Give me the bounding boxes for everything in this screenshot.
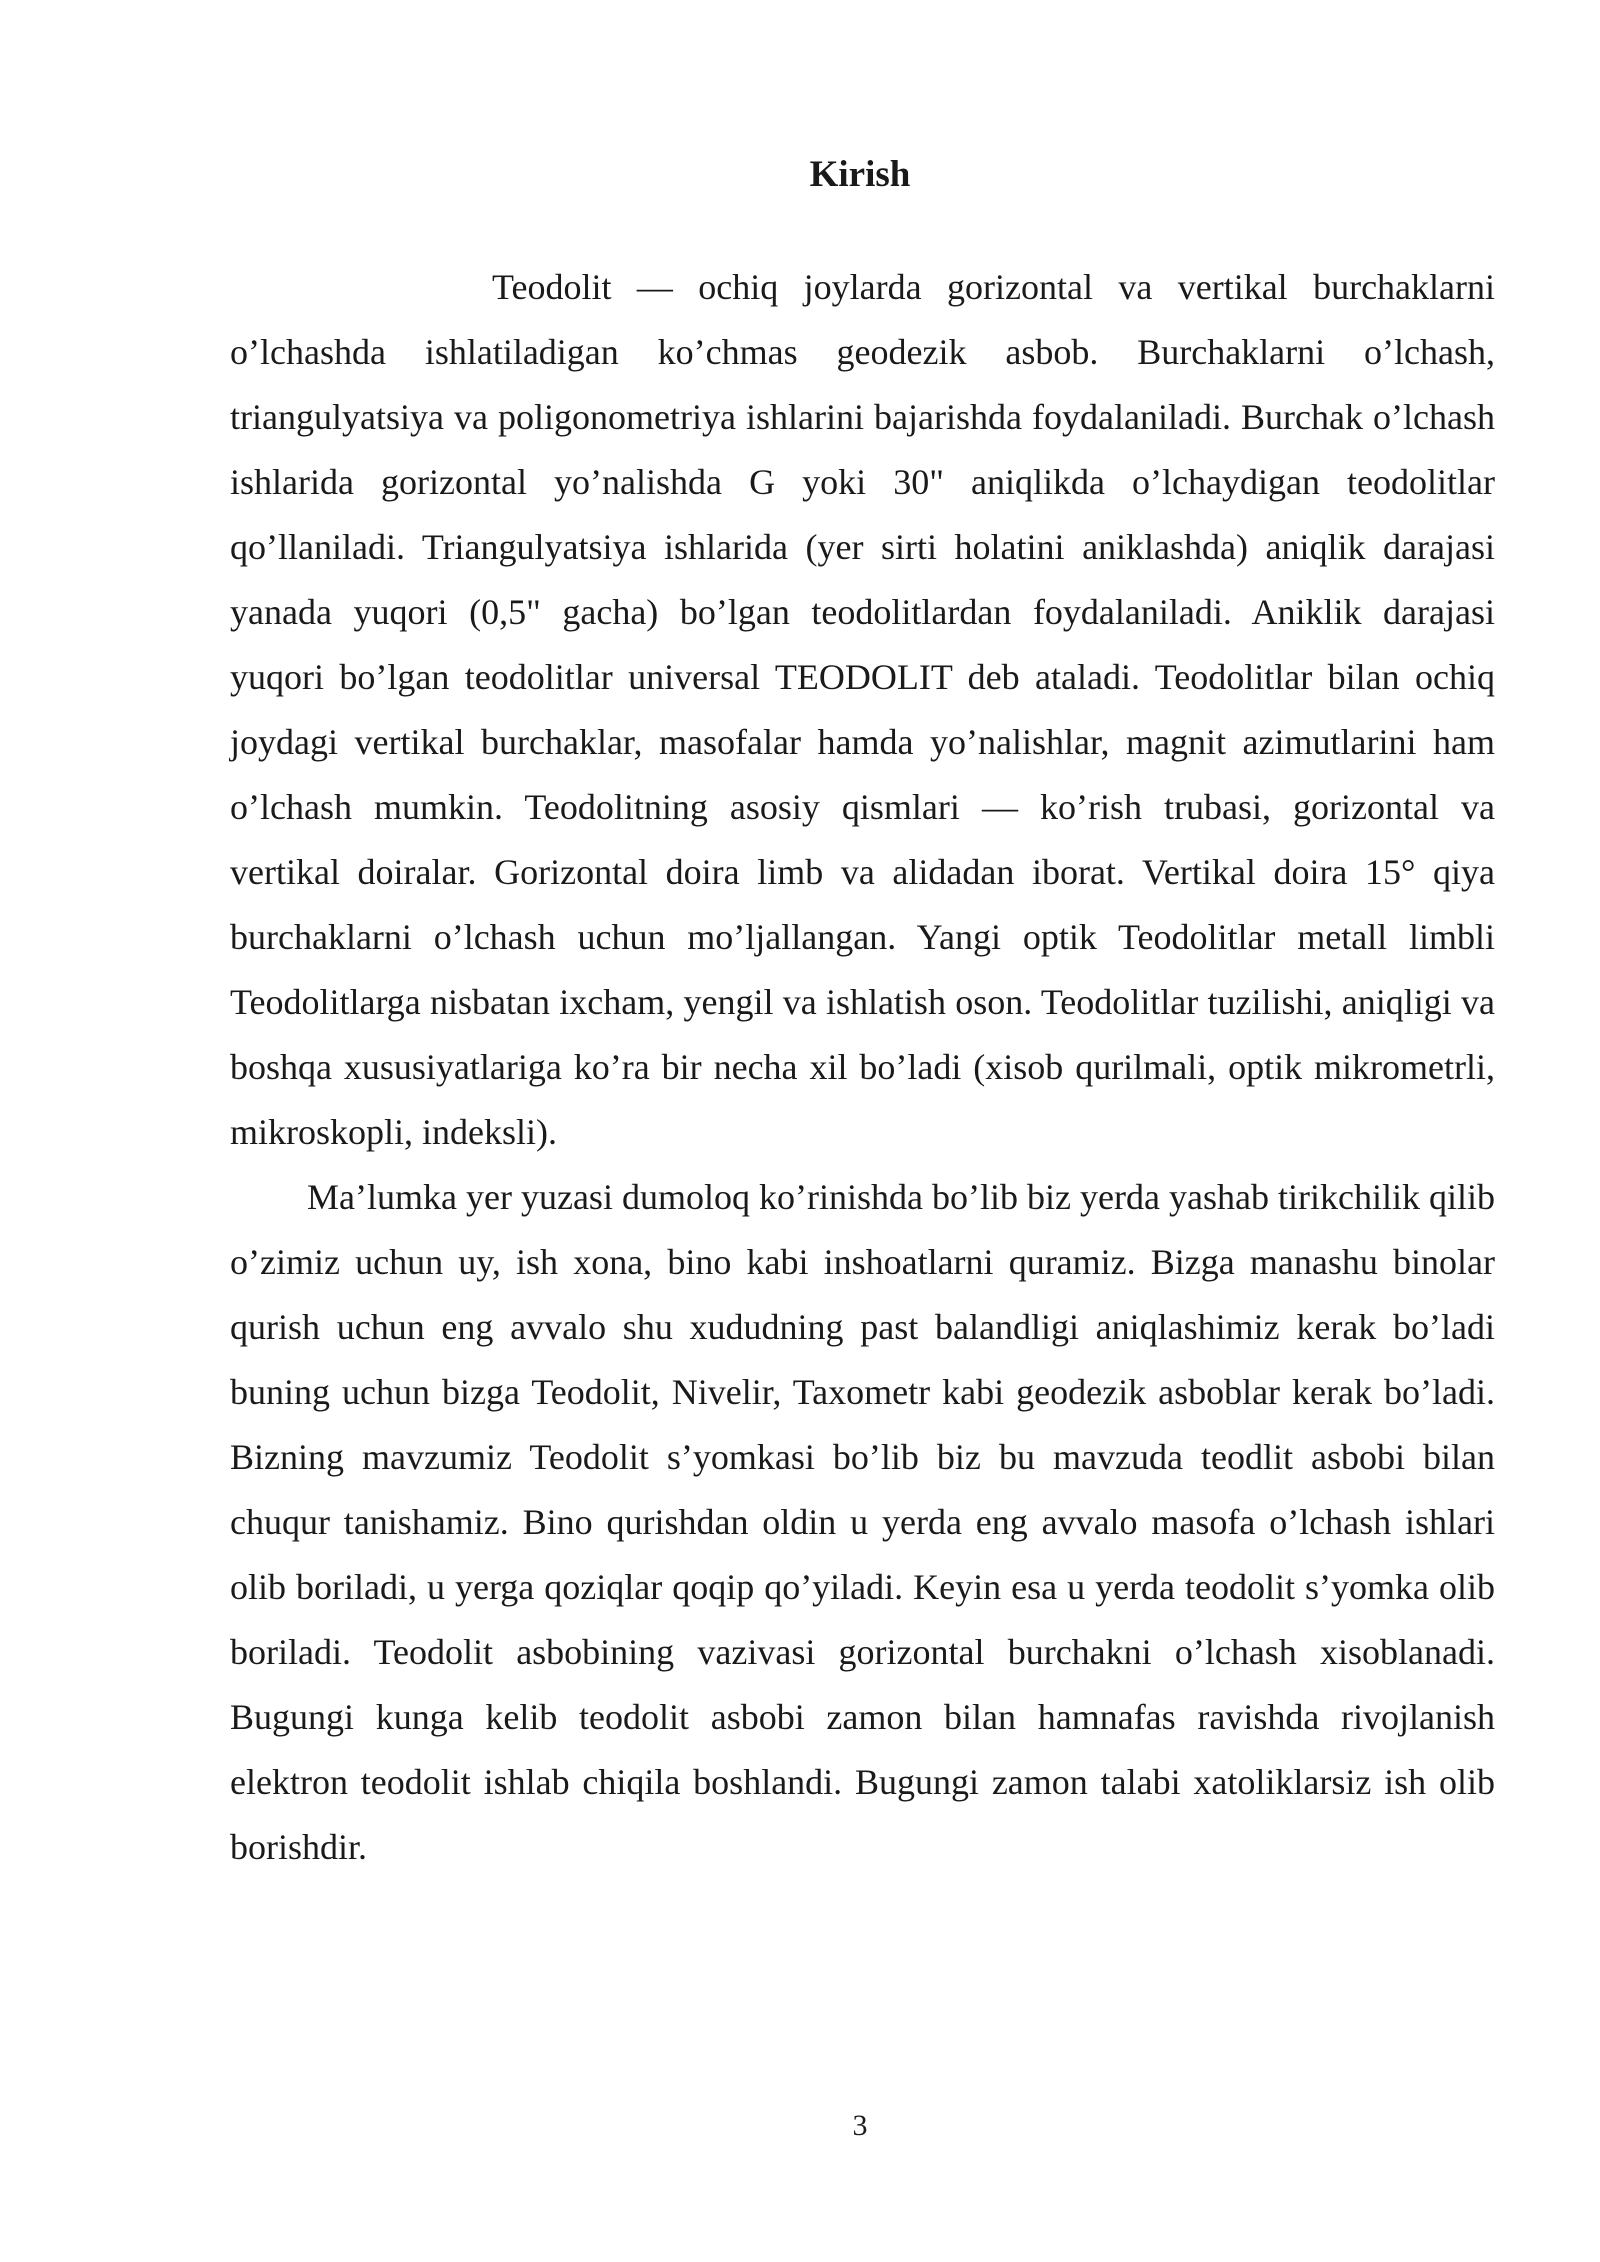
body-text [230,255,1495,1880]
paragraph-teodolit-definition: Teodolit — ochiq joylarda gorizontal va vertikal burchaklarni o’lchashda ishlatiladigan ko’chmas geodezik asbob. Burchaklarni o’lchash, triangulyatsiya va poligonometriya ishlarini bajarishda foydalaniladi. Burchak o’lchash ishlarida gorizontal yo’nalishda G yoki 30" aniqlikda o’lchaydigan teodolitlar qo’llaniladi. Triangulyatsiya ishlarida (yer sirti holatini aniklashda) aniqlik darajasi yanada yuqori (0,5" gacha) bo’lgan teodolitlardan foydalaniladi. Aniklik darajasi yuqori bo’lgan teodolitlar universal TEODOLIT deb ataladi. Teodolitlar bilan ochiq joydagi vertikal burchaklar, masofalar hamda yo’nalishlar, magnit azimutlarini ham o’lchash mumkin. Teodolitning asosiy qismlari — ko’rish trubasi, gorizontal va vertikal doiralar. Gorizontal doira limb va alidadan iborat. Vertikal doira 15° qiya burchaklarni o’lchash uchun mo’ljallangan. Yangi optik Teodolitlar metall limbli Teodolitlarga nisbatan ixcham, yengil va ishlatish oson. Teodolitlar tuzilishi, aniqligi va boshqa xususiyatlariga ko’ra bir necha xil bo’ladi (xisob qurilmali, optik mikrometrli, mikroskopli, indeksli). [230,267,1495,1152]
page-title: Kirish [809,154,911,195]
paragraph-teodolit-usage: Ma’lumka yer yuzasi dumoloq ko’rinishda bo’lib biz yerda yashab tirikchilik qilib o’zimiz uchun uy, ish xona, bino kabi inshoatlarni quramiz. Bizga manashu binolar qurish uchun eng avvalo shu xududning past balandligi aniqlashimiz kerak bo’ladi buning uchun bizga Teodolit, Nivelir, Taxometr kabi geodezik asboblar kerak bo’ladi. Bizning mavzumiz Teodolit s’yomkasi bo’lib biz bu mavzuda teodlit asbobi bilan chuqur tanishamiz. Bino qurishdan oldin u yerda eng avvalo masofa o’lchash ishlari olib boriladi, u yerga qoziqlar qoqip qo’yiladi. Keyin esa u yerda teodolit s’yomka olib boriladi. Teodolit asbobining vazivasi gorizontal burchakni o’lchash xisoblanadi. Bugungi kunga kelib teodolit asbobi zamon bilan hamnafas ravishda rivojlanish elektron teodolit ishlab chiqila boshlandi. Bugungi zamon talabi xatoliklarsiz ish olib borishdir. [230,1177,1495,1867]
page-number: 3 [852,2109,868,2142]
